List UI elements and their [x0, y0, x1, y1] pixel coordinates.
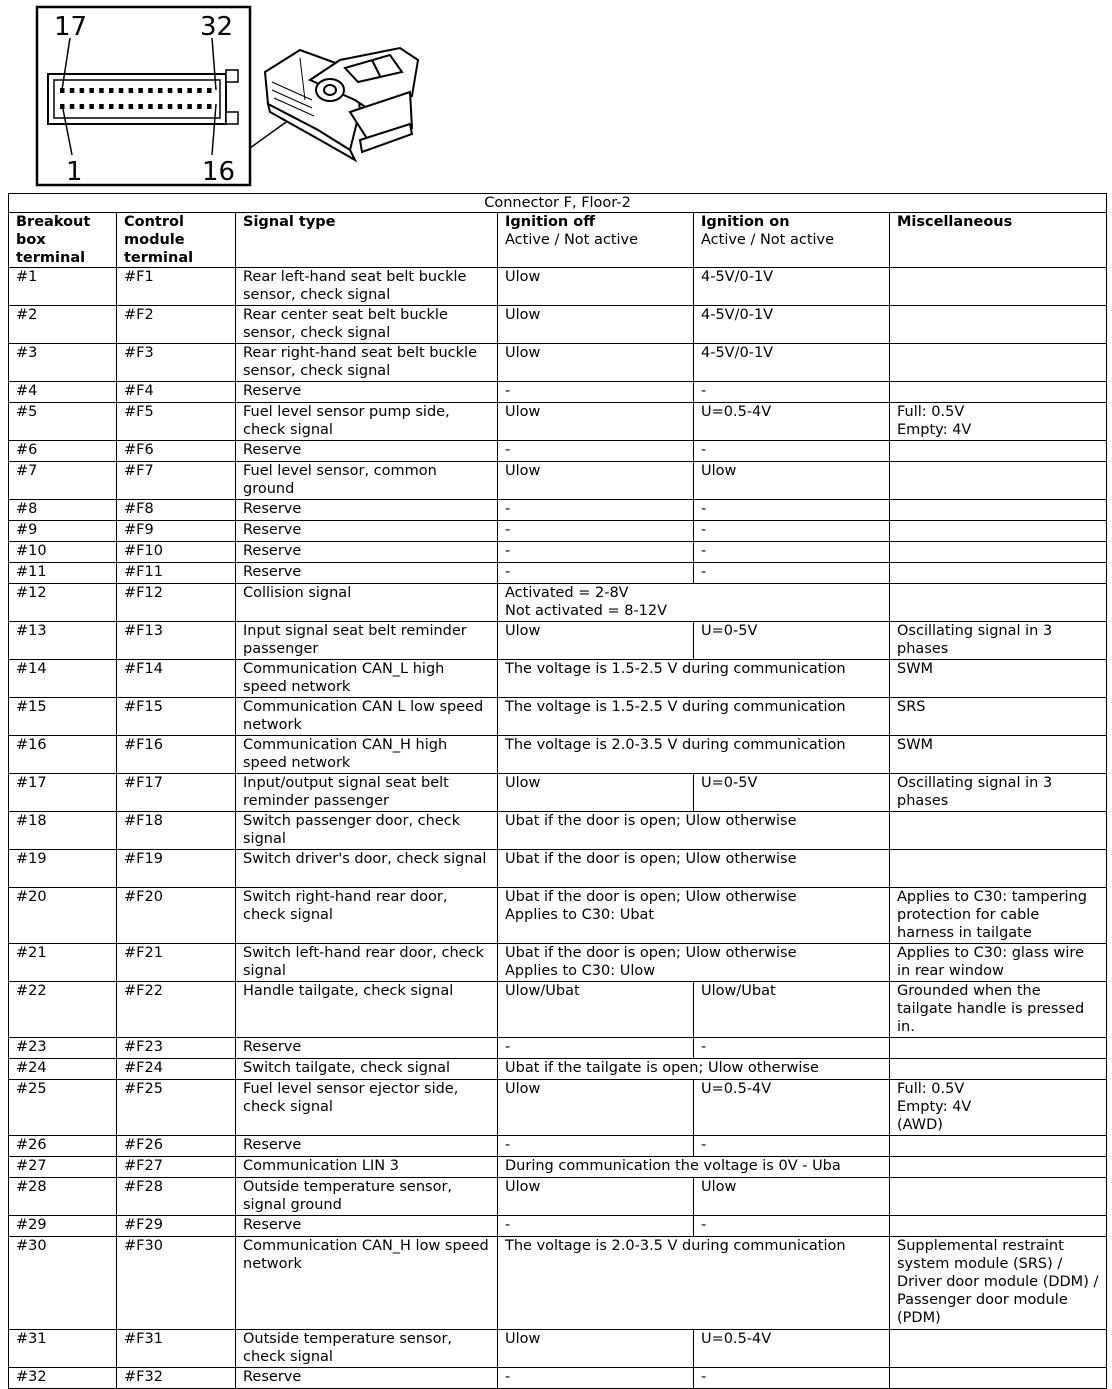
table-row: [9, 306, 1107, 344]
signal-type-cell: Communication CAN_H high speed network: [236, 736, 498, 774]
ignition-combined-cell: Ubat if the door is open; Ulow otherwise: [498, 812, 890, 850]
breakout-terminal-cell: #7: [9, 462, 117, 500]
signal-type-cell: Reserve: [236, 500, 498, 521]
breakout-terminal-cell: #12: [9, 584, 117, 622]
ignition-on-cell: Ulow: [694, 462, 890, 500]
table-caption-row: [9, 194, 1107, 213]
control-terminal-cell: #F9: [117, 521, 236, 542]
ignition-combined-cell: The voltage is 2.0-3.5 V during communication: [498, 1237, 890, 1330]
signal-type-cell: Rear right-hand seat belt buckle sensor, check signal: [236, 344, 498, 382]
table-row: [9, 774, 1107, 812]
ignition-on-cell: -: [694, 1216, 890, 1237]
connector-pin: [89, 88, 94, 93]
connector-pin: [129, 104, 134, 109]
connector-pin: [138, 88, 143, 93]
table-row: [9, 1216, 1107, 1237]
ignition-off-cell: -: [498, 542, 694, 563]
connector-pin: [178, 88, 183, 93]
connector-pin: [178, 104, 183, 109]
control-terminal-cell: #F19: [117, 850, 236, 888]
signal-type-cell: Communication CAN L low speed network: [236, 698, 498, 736]
control-terminal-cell: #F4: [117, 382, 236, 403]
breakout-terminal-cell: #28: [9, 1178, 117, 1216]
connector-pin: [168, 88, 173, 93]
control-terminal-cell: #F26: [117, 1136, 236, 1157]
connector-pin: [80, 104, 85, 109]
control-terminal-cell: #F2: [117, 306, 236, 344]
ignition-combined-cell: The voltage is 1.5-2.5 V during communication: [498, 660, 890, 698]
breakout-terminal-cell: #26: [9, 1136, 117, 1157]
breakout-terminal-cell: #22: [9, 982, 117, 1038]
signal-type-cell: Switch left-hand rear door, check signal: [236, 944, 498, 982]
breakout-terminal-cell: #17: [9, 774, 117, 812]
header-signal-label: Signal type: [243, 214, 336, 230]
breakout-terminal-cell: #15: [9, 698, 117, 736]
table-row: [9, 382, 1107, 403]
miscellaneous-cell: SWM: [890, 736, 1107, 774]
ignition-on-cell: -: [694, 1136, 890, 1157]
table-row: [9, 1157, 1107, 1178]
table-row: [9, 944, 1107, 982]
miscellaneous-cell: Oscillating signal in 3 phases: [890, 774, 1107, 812]
header-ign-on-label: Ignition on: [701, 214, 790, 230]
control-terminal-cell: #F22: [117, 982, 236, 1038]
miscellaneous-cell: [890, 812, 1107, 850]
header-ign-off: [498, 213, 694, 268]
header-control: [117, 213, 236, 268]
breakout-terminal-cell: #25: [9, 1080, 117, 1136]
control-terminal-cell: #F1: [117, 268, 236, 306]
miscellaneous-cell: [890, 1059, 1107, 1080]
miscellaneous-cell: Applies to C30: glass wire in rear window: [890, 944, 1107, 982]
ignition-off-cell: Ulow: [498, 268, 694, 306]
connector-pin: [148, 88, 153, 93]
signal-type-cell: Switch tailgate, check signal: [236, 1059, 498, 1080]
table-row: [9, 622, 1107, 660]
control-terminal-cell: #F12: [117, 584, 236, 622]
signal-type-cell: Switch passenger door, check signal: [236, 812, 498, 850]
signal-type-cell: Switch driver's door, check signal: [236, 850, 498, 888]
miscellaneous-cell: [890, 306, 1107, 344]
ignition-on-cell: -: [694, 382, 890, 403]
table-row: [9, 1038, 1107, 1059]
miscellaneous-cell: SRS: [890, 698, 1107, 736]
connector-pin: [129, 88, 134, 93]
connector-pin: [197, 88, 202, 93]
signal-type-cell: Rear center seat belt buckle sensor, check signal: [236, 306, 498, 344]
control-terminal-cell: #F5: [117, 403, 236, 441]
breakout-terminal-cell: #9: [9, 521, 117, 542]
pinout-table: [8, 193, 1107, 1389]
ignition-off-cell: Ulow: [498, 344, 694, 382]
ignition-combined-cell: The voltage is 2.0-3.5 V during communication: [498, 736, 890, 774]
connector-pin: [109, 88, 114, 93]
signal-type-cell: Collision signal: [236, 584, 498, 622]
table-row: [9, 1080, 1107, 1136]
ignition-combined-cell: Ubat if the door is open; Ulow otherwise Applies to C30: Ubat: [498, 888, 890, 944]
ignition-on-cell: U=0-5V: [694, 774, 890, 812]
miscellaneous-cell: Supplemental restraint system module (SRS) / Driver door module (DDM) / Passenger door module (PDM): [890, 1237, 1107, 1330]
ignition-on-cell: -: [694, 1368, 890, 1389]
connector-pin: [89, 104, 94, 109]
connector-pin: [148, 104, 153, 109]
ignition-combined-cell: During communication the voltage is 0V - Uba: [498, 1157, 890, 1178]
miscellaneous-cell: [890, 1368, 1107, 1389]
control-terminal-cell: #F6: [117, 441, 236, 462]
table-row: [9, 542, 1107, 563]
control-terminal-cell: #F20: [117, 888, 236, 944]
breakout-terminal-cell: #4: [9, 382, 117, 403]
pin-label-32: 32: [200, 12, 234, 42]
breakout-terminal-cell: #18: [9, 812, 117, 850]
table-header-row: [9, 213, 1107, 268]
control-terminal-cell: #F18: [117, 812, 236, 850]
pin-label-1: 1: [66, 157, 83, 187]
ignition-off-cell: -: [498, 441, 694, 462]
ignition-off-cell: Ulow/Ubat: [498, 982, 694, 1038]
miscellaneous-cell: Oscillating signal in 3 phases: [890, 622, 1107, 660]
signal-type-cell: Rear left-hand seat belt buckle sensor, check signal: [236, 268, 498, 306]
connector-pin: [138, 104, 143, 109]
miscellaneous-cell: [890, 563, 1107, 584]
table-row: [9, 660, 1107, 698]
breakout-terminal-cell: #32: [9, 1368, 117, 1389]
miscellaneous-cell: SWM: [890, 660, 1107, 698]
header-ign-off-label: Ignition off: [505, 214, 596, 230]
ignition-on-cell: Ulow/Ubat: [694, 982, 890, 1038]
connector-pin: [109, 104, 114, 109]
control-terminal-cell: #F24: [117, 1059, 236, 1080]
miscellaneous-cell: [890, 1178, 1107, 1216]
breakout-terminal-cell: #24: [9, 1059, 117, 1080]
miscellaneous-cell: [890, 268, 1107, 306]
table-row: [9, 1178, 1107, 1216]
breakout-terminal-cell: #10: [9, 542, 117, 563]
signal-type-cell: Reserve: [236, 441, 498, 462]
table-row: [9, 344, 1107, 382]
signal-type-cell: Reserve: [236, 563, 498, 584]
breakout-terminal-cell: #19: [9, 850, 117, 888]
connector-pin: [158, 88, 163, 93]
control-terminal-cell: #F30: [117, 1237, 236, 1330]
ignition-off-cell: Ulow: [498, 462, 694, 500]
ignition-off-cell: -: [498, 1136, 694, 1157]
signal-type-cell: Switch right-hand rear door, check signal: [236, 888, 498, 944]
table-row: [9, 403, 1107, 441]
ignition-on-cell: U=0.5-4V: [694, 1080, 890, 1136]
connector-pin: [70, 104, 75, 109]
breakout-terminal-cell: #20: [9, 888, 117, 944]
table-row: [9, 812, 1107, 850]
breakout-terminal-cell: #8: [9, 500, 117, 521]
control-terminal-cell: #F29: [117, 1216, 236, 1237]
control-terminal-cell: #F13: [117, 622, 236, 660]
ignition-off-cell: -: [498, 521, 694, 542]
connector-pin: [70, 88, 75, 93]
ignition-combined-cell: Ubat if the tailgate is open; Ulow otherwise: [498, 1059, 890, 1080]
ignition-on-cell: -: [694, 542, 890, 563]
header-breakout-label: Breakout box terminal: [16, 214, 91, 266]
connector-pin: [197, 104, 202, 109]
ignition-off-cell: Ulow: [498, 1080, 694, 1136]
table-row: [9, 441, 1107, 462]
breakout-terminal-cell: #16: [9, 736, 117, 774]
ignition-off-cell: Ulow: [498, 306, 694, 344]
breakout-terminal-cell: #1: [9, 268, 117, 306]
signal-type-cell: Outside temperature sensor, signal ground: [236, 1178, 498, 1216]
ignition-on-cell: U=0.5-4V: [694, 1330, 890, 1368]
signal-type-cell: Reserve: [236, 382, 498, 403]
header-ign-on-sub: Active / Not active: [701, 232, 835, 248]
signal-type-cell: Reserve: [236, 1368, 498, 1389]
control-terminal-cell: #F15: [117, 698, 236, 736]
signal-type-cell: Communication LIN 3: [236, 1157, 498, 1178]
signal-type-cell: Input signal seat belt reminder passenger: [236, 622, 498, 660]
ignition-off-cell: Ulow: [498, 1330, 694, 1368]
header-control-label: Control module terminal: [124, 214, 194, 266]
signal-type-cell: Communication CAN_H low speed network: [236, 1237, 498, 1330]
pin-label-16: 16: [202, 157, 236, 187]
ignition-on-cell: -: [694, 521, 890, 542]
pin-label-17: 17: [54, 12, 88, 42]
signal-type-cell: Reserve: [236, 1038, 498, 1059]
ignition-off-cell: Ulow: [498, 622, 694, 660]
miscellaneous-cell: [890, 1330, 1107, 1368]
signal-type-cell: Input/output signal seat belt reminder passenger: [236, 774, 498, 812]
control-terminal-cell: #F27: [117, 1157, 236, 1178]
control-terminal-cell: #F16: [117, 736, 236, 774]
miscellaneous-cell: [890, 1136, 1107, 1157]
table-body: [9, 268, 1107, 1389]
miscellaneous-cell: Grounded when the tailgate handle is pressed in.: [890, 982, 1107, 1038]
control-terminal-cell: #F7: [117, 462, 236, 500]
control-terminal-cell: #F23: [117, 1038, 236, 1059]
miscellaneous-cell: [890, 542, 1107, 563]
miscellaneous-cell: Full: 0.5V Empty: 4V (AWD): [890, 1080, 1107, 1136]
table-row: [9, 268, 1107, 306]
control-terminal-cell: #F25: [117, 1080, 236, 1136]
breakout-terminal-cell: #11: [9, 563, 117, 584]
ignition-off-cell: Ulow: [498, 1178, 694, 1216]
connector-pin: [119, 104, 124, 109]
breakout-terminal-cell: #6: [9, 441, 117, 462]
miscellaneous-cell: [890, 441, 1107, 462]
breakout-terminal-cell: #5: [9, 403, 117, 441]
breakout-terminal-cell: #30: [9, 1237, 117, 1330]
miscellaneous-cell: [890, 1216, 1107, 1237]
table-row: [9, 563, 1107, 584]
table-row: [9, 500, 1107, 521]
ignition-off-cell: -: [498, 1216, 694, 1237]
signal-type-cell: Reserve: [236, 1136, 498, 1157]
ignition-combined-cell: Activated = 2-8V Not activated = 8-12V: [498, 584, 890, 622]
control-terminal-cell: #F21: [117, 944, 236, 982]
control-terminal-cell: #F11: [117, 563, 236, 584]
ignition-off-cell: -: [498, 1038, 694, 1059]
miscellaneous-cell: [890, 850, 1107, 888]
control-terminal-cell: #F31: [117, 1330, 236, 1368]
miscellaneous-cell: [890, 462, 1107, 500]
table-row: [9, 698, 1107, 736]
ignition-off-cell: -: [498, 382, 694, 403]
signal-type-cell: Reserve: [236, 542, 498, 563]
breakout-terminal-cell: #23: [9, 1038, 117, 1059]
ignition-on-cell: 4-5V/0-1V: [694, 306, 890, 344]
table-row: [9, 462, 1107, 500]
breakout-terminal-cell: #14: [9, 660, 117, 698]
miscellaneous-cell: Applies to C30: tampering protection for cable harness in tailgate: [890, 888, 1107, 944]
ignition-off-cell: Ulow: [498, 403, 694, 441]
control-terminal-cell: #F8: [117, 500, 236, 521]
table-row: [9, 1237, 1107, 1330]
table-caption: Connector F, Floor-2: [9, 194, 1107, 213]
header-breakout: [9, 213, 117, 268]
control-terminal-cell: #F17: [117, 774, 236, 812]
table-row: [9, 736, 1107, 774]
signal-type-cell: Outside temperature sensor, check signal: [236, 1330, 498, 1368]
connector-pin: [80, 88, 85, 93]
ignition-on-cell: 4-5V/0-1V: [694, 344, 890, 382]
connector-pin: [99, 88, 104, 93]
table-row: [9, 1368, 1107, 1389]
connector-pin: [119, 88, 124, 93]
ignition-off-cell: -: [498, 563, 694, 584]
breakout-terminal-cell: #21: [9, 944, 117, 982]
breakout-terminal-cell: #31: [9, 1330, 117, 1368]
ignition-on-cell: U=0-5V: [694, 622, 890, 660]
signal-type-cell: Fuel level sensor pump side, check signal: [236, 403, 498, 441]
breakout-terminal-cell: #29: [9, 1216, 117, 1237]
ignition-combined-cell: Ubat if the door is open; Ulow otherwise: [498, 850, 890, 888]
miscellaneous-cell: [890, 1157, 1107, 1178]
table-row: [9, 521, 1107, 542]
header-signal: [236, 213, 498, 268]
ignition-on-cell: -: [694, 563, 890, 584]
table-row: [9, 982, 1107, 1038]
ignition-on-cell: -: [694, 441, 890, 462]
ignition-combined-cell: Ubat if the door is open; Ulow otherwise Applies to C30: Ulow: [498, 944, 890, 982]
control-terminal-cell: #F14: [117, 660, 236, 698]
ignition-on-cell: U=0.5-4V: [694, 403, 890, 441]
connector-pin: [158, 104, 163, 109]
table-row: [9, 1136, 1107, 1157]
signal-type-cell: Fuel level sensor, common ground: [236, 462, 498, 500]
header-misc-label: Miscellaneous: [897, 214, 1013, 230]
control-terminal-cell: #F10: [117, 542, 236, 563]
breakout-terminal-cell: #13: [9, 622, 117, 660]
table-row: [9, 1330, 1107, 1368]
miscellaneous-cell: [890, 500, 1107, 521]
connector-pin: [207, 104, 212, 109]
connector-diagram: [0, 0, 440, 192]
ignition-on-cell: 4-5V/0-1V: [694, 268, 890, 306]
connector-pin: [99, 104, 104, 109]
signal-type-cell: Handle tailgate, check signal: [236, 982, 498, 1038]
table-row: [9, 1059, 1107, 1080]
table-row: [9, 888, 1107, 944]
connector-pin: [187, 88, 192, 93]
header-misc: [890, 213, 1107, 268]
table-row: [9, 850, 1107, 888]
breakout-terminal-cell: #2: [9, 306, 117, 344]
miscellaneous-cell: [890, 584, 1107, 622]
ignition-on-cell: Ulow: [694, 1178, 890, 1216]
connector-pin: [207, 88, 212, 93]
breakout-terminal-cell: #27: [9, 1157, 117, 1178]
ignition-combined-cell: The voltage is 1.5-2.5 V during communication: [498, 698, 890, 736]
ignition-off-cell: Ulow: [498, 774, 694, 812]
ignition-on-cell: -: [694, 1038, 890, 1059]
header-ign-off-sub: Active / Not active: [505, 232, 639, 248]
ignition-on-cell: -: [694, 500, 890, 521]
miscellaneous-cell: [890, 521, 1107, 542]
connector-pin: [168, 104, 173, 109]
miscellaneous-cell: [890, 382, 1107, 403]
signal-type-cell: Fuel level sensor ejector side, check signal: [236, 1080, 498, 1136]
table-row: [9, 584, 1107, 622]
control-terminal-cell: #F28: [117, 1178, 236, 1216]
signal-type-cell: Reserve: [236, 521, 498, 542]
ignition-off-cell: -: [498, 1368, 694, 1389]
signal-type-cell: Reserve: [236, 1216, 498, 1237]
header-ign-on: [694, 213, 890, 268]
connector-drawing-icon: [0, 0, 440, 192]
control-terminal-cell: #F3: [117, 344, 236, 382]
control-terminal-cell: #F32: [117, 1368, 236, 1389]
signal-type-cell: Communication CAN_L high speed network: [236, 660, 498, 698]
breakout-terminal-cell: #3: [9, 344, 117, 382]
miscellaneous-cell: [890, 1038, 1107, 1059]
connector-pin: [187, 104, 192, 109]
ignition-off-cell: -: [498, 500, 694, 521]
miscellaneous-cell: [890, 344, 1107, 382]
miscellaneous-cell: Full: 0.5V Empty: 4V: [890, 403, 1107, 441]
